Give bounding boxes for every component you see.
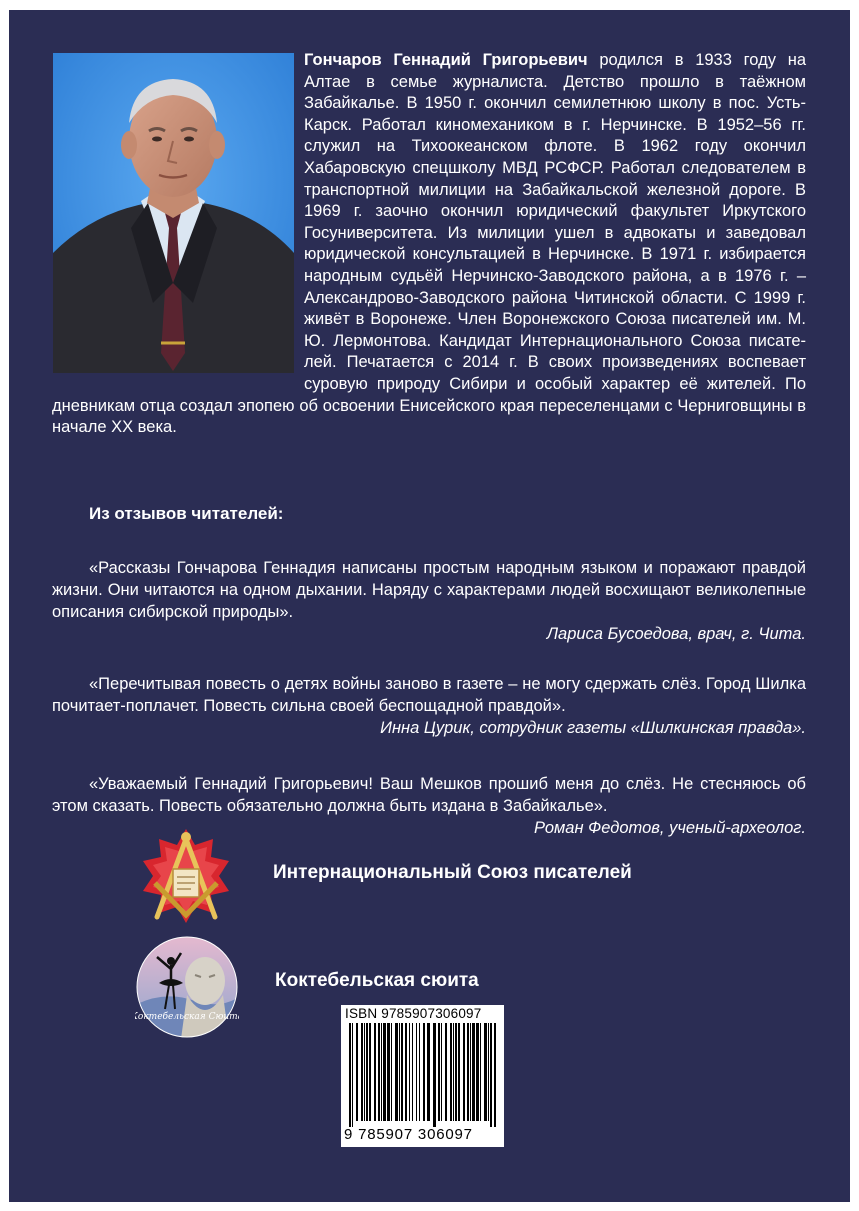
koktebel-logo: [135, 935, 239, 1039]
review-2: [52, 673, 806, 739]
koktebel-name: Коктебельская сюита: [275, 970, 479, 991]
author-biography: [52, 50, 806, 439]
isbn-label: ISBN 9785907306097: [345, 1006, 482, 1021]
isp-name: Интернациональный Союз писателей: [273, 862, 632, 883]
review-quote: «Перечитывая повесть о детях войны заново в газете – не могу сдержать слёз. Город Шилка почитает-поплачет. Повесть сильна своей беспощадной правдой».: [52, 675, 806, 715]
review-author: Роман Федотов, ученый-археолог.: [534, 819, 806, 837]
isbn-barcode: [341, 1005, 504, 1147]
review-author: Лариса Бусоедова, врач, г. Чита.: [546, 625, 806, 643]
author-name: Гончаров Геннадий Григорьевич: [304, 51, 588, 69]
review-1: [52, 557, 806, 645]
koktebel-logo-text: Коктебельская Сюита: [135, 1012, 239, 1022]
back-cover: [9, 10, 850, 1202]
isbn-digits: 9 785907 306097: [344, 1126, 473, 1143]
review-quote: «Уважаемый Геннадий Григорьевич! Ваш Мешков прошиб меня до слёз. Не стесняюсь об этом сказать. Повесть обязательно должна быть издана в Забайкалье».: [52, 775, 806, 815]
reviews-heading: Из отзывов читателей:: [89, 504, 284, 523]
barcode-bars: [347, 1023, 499, 1127]
review-quote: «Рассказы Гончарова Геннадия написаны простым народным языком и поражают правдой жизни. Они читаются на одном дыхании. Наряду с характерами людей восхищают великолепные описания сибирской природы».: [52, 559, 806, 621]
review-author: Инна Цурик, сотрудник газеты «Шилкинская правда».: [380, 719, 806, 737]
biography-text: родился в 1933 году на Алтае в семье журналиста. Детство прошло в таёжном Забайкалье. В 1950 г. окончил семилетнюю школу в пос. Усть-Карск. Работал киномехаником в г. Нерчинске. В 1952–56 гг. служил на Тихоокеанском флоте. В 1962 году окончил Хабаровскую спецшколу МВД РСФСР. Работал следователем в транспортной милиции на Забайкальской железной дороге. В 1969 г. заочно окончил юридический факультет Иркутского Госуниверситета. Из милиции ушел в адвокаты и заведовал юридической консультацией в Нерчинске. В 1971 г. избирается народным судьёй Нерчинско-Заводского района, а в 1976 г. – Александрово-Заводского района Читинской области. С 1999 г. живёт в Воронеже. Член Воронежского Союза писателей им. М. Ю. Лермонтова. Кандидат Интернационального Союза писателей. Печатается с 2014 г. В своих произведениях воспевает суровую природу Сибири и особый характер её жителей. По дневникам отца создал эпопею об освоении Енисейского края переселенцами с Черниговщины в начале ХХ века.: [52, 51, 806, 437]
isp-logo: [135, 825, 237, 927]
